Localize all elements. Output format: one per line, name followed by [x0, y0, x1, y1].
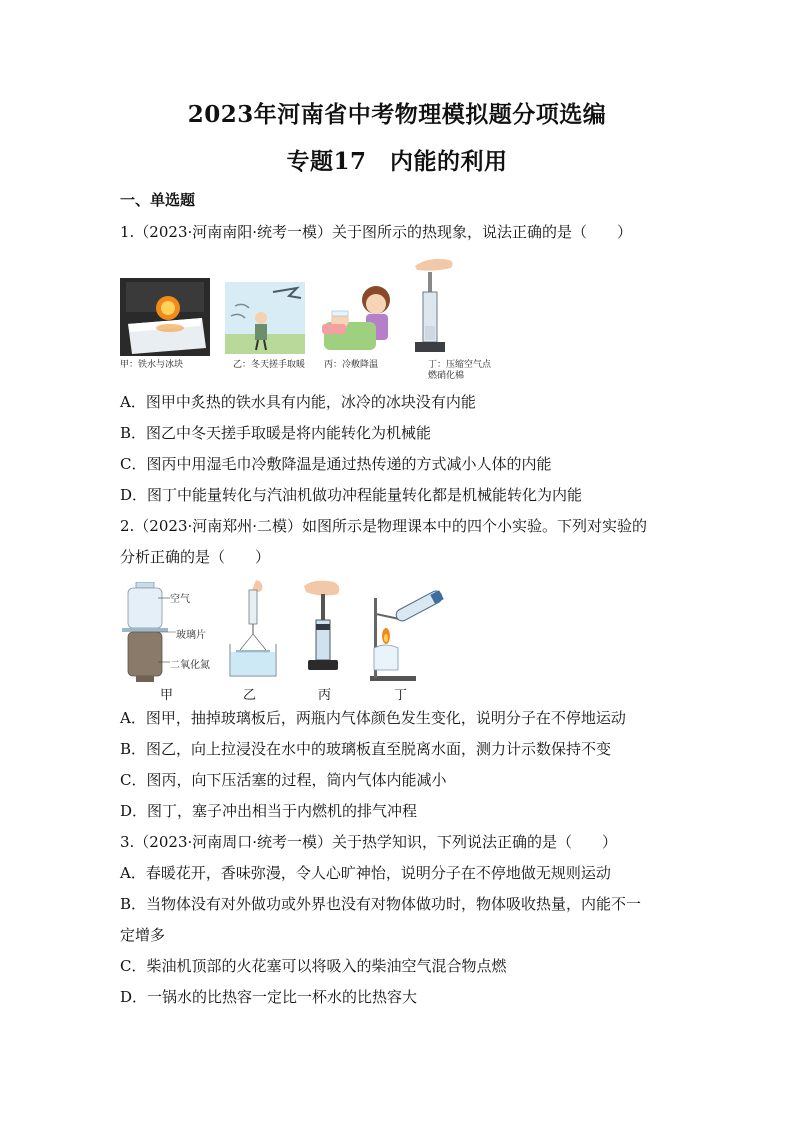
q2-option-d: D．图丁，塞子冲出相当于内燃机的排气冲程 [120, 802, 418, 820]
q1-figure-jia [120, 278, 210, 356]
q1-option-d: D．图丁中能量转化与汽油机做功冲程能量转化都是机械能转化为内能 [120, 486, 583, 504]
q2-figure-yi [228, 580, 278, 680]
q2-stem-line2: 分析正确的是（ ） [120, 548, 271, 566]
q2-figure-ding [366, 590, 450, 682]
document-subtitle: 专题17 内能的利用 [286, 148, 508, 175]
q2-panel-ding: 丁 [394, 688, 408, 703]
q1-figure-ding [405, 252, 457, 356]
q2-stem-line1: 2.（2023·河南郑州·二模）如图所示是物理课本中的四个小实验。下列对实验的 [120, 517, 648, 535]
q1-figure-bing [320, 278, 400, 354]
q1-stem: 1.（2023·河南南阳·统考一模）关于图所示的热现象，说法正确的是（ ） [120, 223, 633, 241]
q3-option-b: B．当物体没有对外做功或外界也没有对物体做功时，物体吸收热量，内能不一 [120, 895, 642, 913]
q2-figure-bing [300, 580, 346, 680]
q1-option-a: A．图甲中炙热的铁水具有内能，冰冷的冰块没有内能 [120, 393, 476, 411]
q1-option-c: C．图丙中用湿毛巾冷敷降温是通过热传递的方式减小人体的内能 [120, 455, 552, 473]
q1-caption-yi: 乙：冬天搓手取暖 [233, 360, 306, 370]
q1-caption-ding: 丁：压缩空气点 [428, 360, 492, 370]
q2-option-a: A．图甲，抽掉玻璃板后，两瓶内气体颜色发生变化，说明分子在不停地运动 [120, 709, 626, 727]
q3-option-c: C．柴油机顶部的火花塞可以将吸入的柴油空气混合物点燃 [120, 957, 507, 975]
q1-option-b: B．图乙中冬天搓手取暖是将内能转化为机械能 [120, 424, 432, 442]
q3-stem: 3.（2023·河南周口·统考一模）关于热学知识，下列说法正确的是（ ） [120, 833, 618, 851]
q2-option-b: B．图乙，向上拉浸没在水中的玻璃板直至脱离水面，测力计示数保持不变 [120, 740, 612, 758]
q1-caption-jia: 甲：铁水与冰块 [120, 360, 184, 370]
q2-label-no2: 二氧化氮 [170, 660, 210, 671]
q2-label-air: 空气 [170, 594, 190, 605]
q2-panel-yi: 乙 [243, 688, 257, 703]
document-title: 2023年河南省中考物理模拟题分项选编 [187, 101, 607, 128]
q2-option-c: C．图丙，向下压活塞的过程，筒内气体内能减小 [120, 771, 447, 789]
q3-option-d: D．一锅水的比热容一定比一杯水的比热容大 [120, 988, 418, 1006]
q2-panel-jia: 甲 [160, 688, 174, 703]
q3-option-b-cont: 定增多 [120, 926, 166, 944]
q3-option-a: A．春暖花开，香味弥漫，令人心旷神怡，说明分子在不停地做无规则运动 [120, 864, 611, 882]
q2-panel-bing: 丙 [318, 688, 332, 703]
q1-caption-bing: 丙：冷敷降温 [324, 360, 379, 370]
q1-figure-yi [225, 282, 305, 354]
q2-label-leaders [158, 596, 178, 666]
q2-label-glass: 玻璃片 [176, 630, 206, 641]
section-heading: 一、单选题 [120, 191, 196, 209]
q1-caption-ding-line2: 燃硝化棉 [428, 371, 465, 381]
